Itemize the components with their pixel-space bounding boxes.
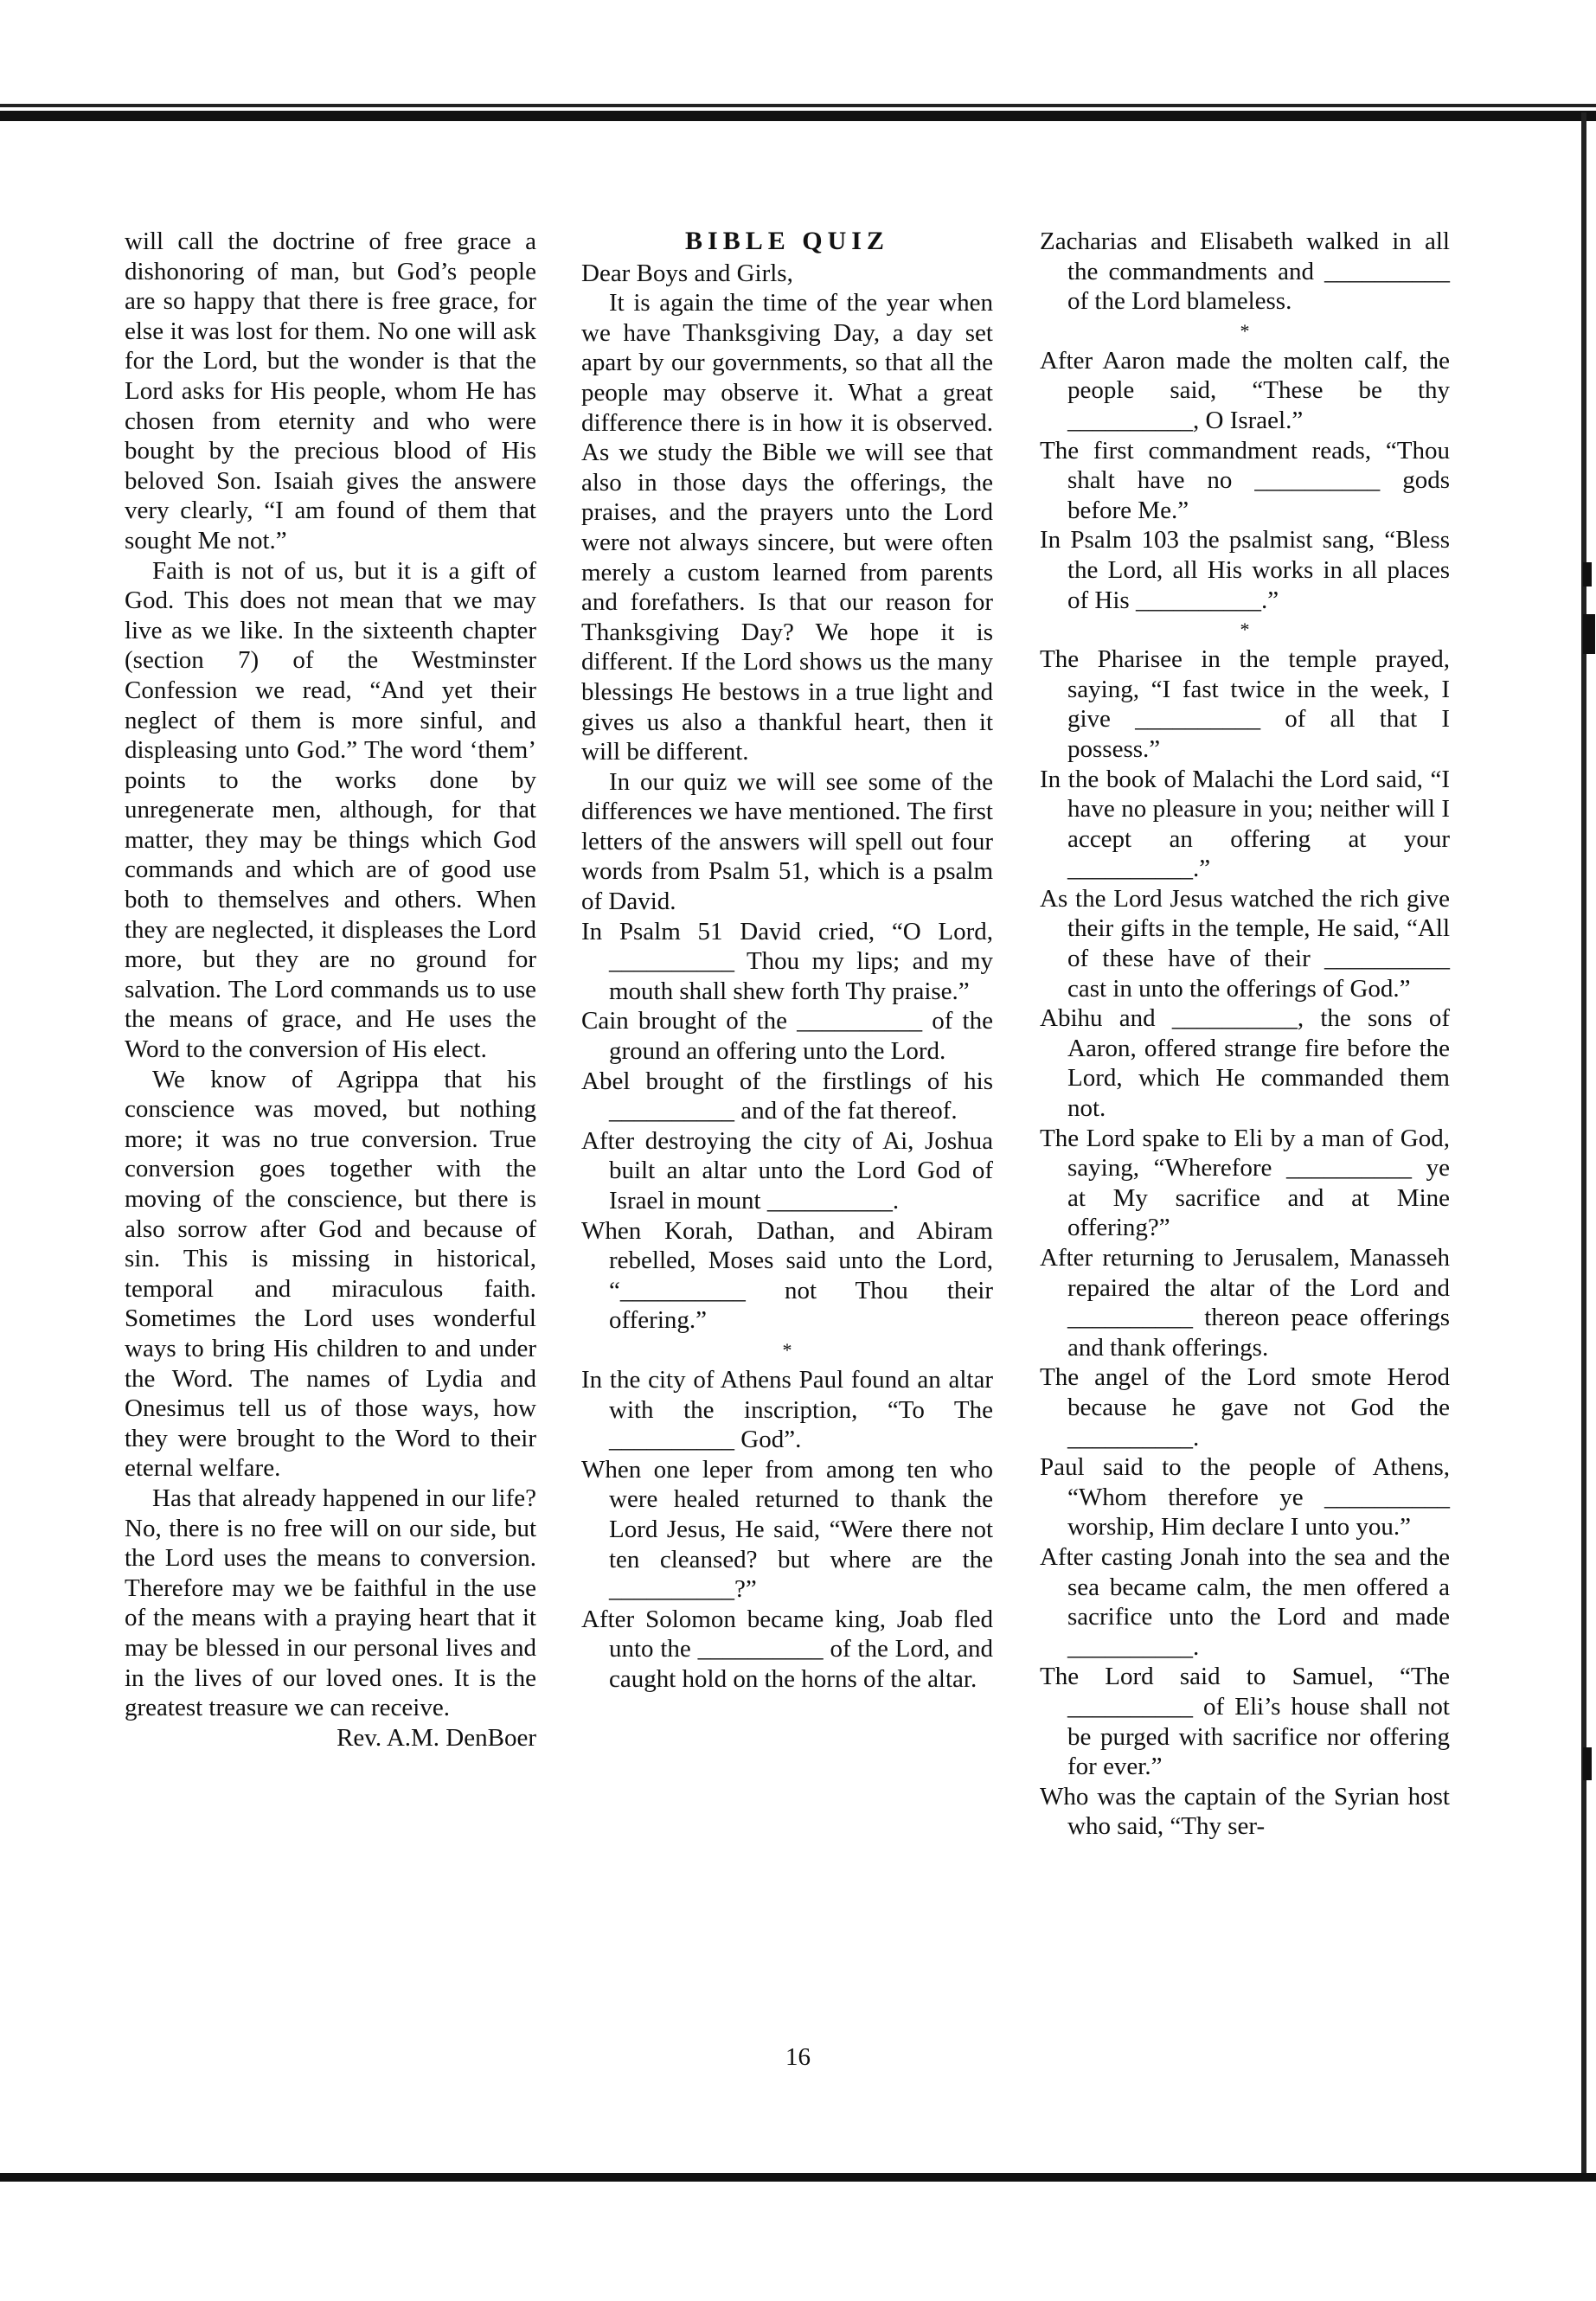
column-quiz-continued [1040,227,1450,1842]
quiz-question: It is again the time of the year when we have Thanksgiving Day, a day set apart by our governments, so that all the people may observe it. What a great difference there is in how it is observed. As we study the Bible we will see that also in those days the offerings, the praises, and the prayers unto the Lord were not always sincere, but were often merely a custom learned from parents and forefathers. Is that our reason for Thanksgiving Day? We hope it is different. If the Lord shows us the many blessings He bestows in a true light and gives us also a thankful heart, then it will be different. [581,289,993,766]
bible-quiz-body [581,259,993,1695]
paragraph: will call the doctrine of free grace a dishonoring of man, but God’s people are so happy that there is free grace, for else it was lost for them. No one will ask for the Lord, but the wonder is that the Lord asks for His people, whom He has chosen from eternity and who were bought by the precious blood of His beloved Son. Isaiah gives the answere very clearly, “I am found of them that sought Me not.” [125,228,536,554]
quiz-question: After returning to Jerusalem, Manasseh repaired the altar of the Lord and __________ thereon peace offerings and thank offerings. [1040,1244,1450,1362]
paragraph: We know of Agrippa that his conscience was moved, but nothing more; it was no true conversion. True conversion goes together with the moving of the conscience, but there is also sorrow after God and because of sin. This is missing in historical, temporal and miraculous faith. Sometimes the Lord uses wonderful ways to bring His children to and under the Word. The names of Lydia and Onesimus tell us of those ways, how they were brought to the Word to their eternal welfare. [125,1065,536,1483]
quiz-question: As the Lord Jesus watched the rich give their gifts in the temple, He said, “All of these have of their __________ cast in unto the offerings of God.” [1040,884,1450,1003]
quiz-question: Who was the captain of the Syrian host who said, “Thy ser- [1040,1782,1450,1841]
author-signature: Rev. A.M. DenBoer [337,1723,536,1752]
scan-border-top-thin [0,104,1596,107]
quiz-question: In the city of Athens Paul found an altar with the inscription, “To The __________ God”. [581,1365,993,1454]
quiz-question: The Pharisee in the temple prayed, saying, “I fast twice in the week, I give __________ of all that I possess.” [1040,645,1450,763]
quiz-question: Paul said to the people of Athens, “Whom therefore ye __________ worship, Him declare I unto you.” [1040,1453,1450,1541]
quiz-question: Cain brought of the __________ of the ground an offering unto the Lord. [581,1007,993,1066]
scan-border-top [0,111,1596,121]
quiz-question: Abihu and __________, the sons of Aaron, offered strange fire before the Lord, which He commanded them not. [1040,1004,1450,1123]
quiz-question: Zacharias and Elisabeth walked in all the commandments and __________ of the Lord blameless. [1040,228,1450,316]
paragraph: Faith is not of us, but it is a gift of God. This does not mean that we may live as we like. In the sixteenth chapter (section 7) of the Westminster Confession we read, “And yet their neglect of them is more sinful, and displeasing unto God.” The word ‘them’ points to the works done by unregenerate men, although, for that matter, they may be things which God commands and which are of good use both to themselves and others. When they are neglected, it displeases the Lord more, but they are no ground for salvation. The Lord commands us to use the means of grace, and He uses the Word to the conversion of His elect. [125,556,536,1064]
quiz-question: Dear Boys and Girls, [581,259,793,287]
quiz-question: In our quiz we will see some of the differences we have mentioned. The first letters of the answers will spell out four words from Psalm 51, which is a psalm of David. [581,767,993,916]
scan-edge-mark [1583,614,1595,654]
quiz-question: After casting Jonah into the sea and the sea became calm, the men offered a sacrifice unto the Lord and made __________. [1040,1542,1450,1661]
quiz-question: The Lord said to Samuel, “The __________ of Eli’s house shall not be purged with sacrifice nor offering for ever.” [1040,1663,1450,1781]
quiz-question: After destroying the city of Ai, Joshua built an altar unto the Lord God of Israel in mount __________. [581,1126,993,1215]
bible-quiz-heading: BIBLE QUIZ [685,227,889,255]
section-divider-star: * [1240,619,1250,641]
section-divider-star: * [782,1338,792,1361]
quiz-question: In the book of Malachi the Lord said, “I have no pleasure in you; neither will I accept an offering at your __________.” [1040,765,1450,883]
quiz-question: The Lord spake to Eli by a man of God, saying, “Wherefore __________ ye at My sacrifice and at Mine offering?” [1040,1124,1450,1242]
quiz-question: When one leper from among ten who were healed returned to thank the Lord Jesus, He said, “Were there not ten cleansed? but where are the __________?” [581,1455,993,1604]
scan-edge-mark [1583,1747,1592,1780]
scan-border-bottom [0,2173,1596,2182]
section-divider-star: * [1240,319,1250,342]
quiz-question: In Psalm 103 the psalmist sang, “Bless the Lord, all His works in all places of His __________.” [1040,526,1450,614]
column-bible-quiz [581,227,993,1695]
quiz-question: After Solomon became king, Joab fled unto the __________ of the Lord, and caught hold on the horns of the altar. [581,1605,993,1693]
column-sermon-continuation [125,227,536,1753]
quiz-question: In Psalm 51 David cried, “O Lord, __________ Thou my lips; and my mouth shall shew forth Thy praise.” [581,917,993,1005]
quiz-question: The first commandment reads, “Thou shalt have no __________ gods before Me.” [1040,436,1450,524]
quiz-question: After Aaron made the molten calf, the people said, “These be thy __________, O Israel.” [1040,346,1450,434]
paragraph: Has that already happened in our life? No, there is no free will on our side, but the Lord uses the means to conversion. Therefore may we be faithful in the use of the means with a praying heart that it may be blessed in our personal lives and in the lives of our loved ones. It is the greatest treasure we can receive. [125,1484,536,1722]
quiz-question: When Korah, Dathan, and Abiram rebelled, Moses said unto the Lord, “__________ not Thou their offering.” [581,1216,993,1335]
scan-border-right [1581,112,1586,2180]
quiz-question: The angel of the Lord smote Herod because he gave not God the __________. [1040,1363,1450,1452]
page-number: 16 [785,2043,811,2071]
quiz-question: Abel brought of the firstlings of his __________ and of the fat thereof. [581,1067,993,1125]
scan-edge-mark [1583,562,1592,586]
